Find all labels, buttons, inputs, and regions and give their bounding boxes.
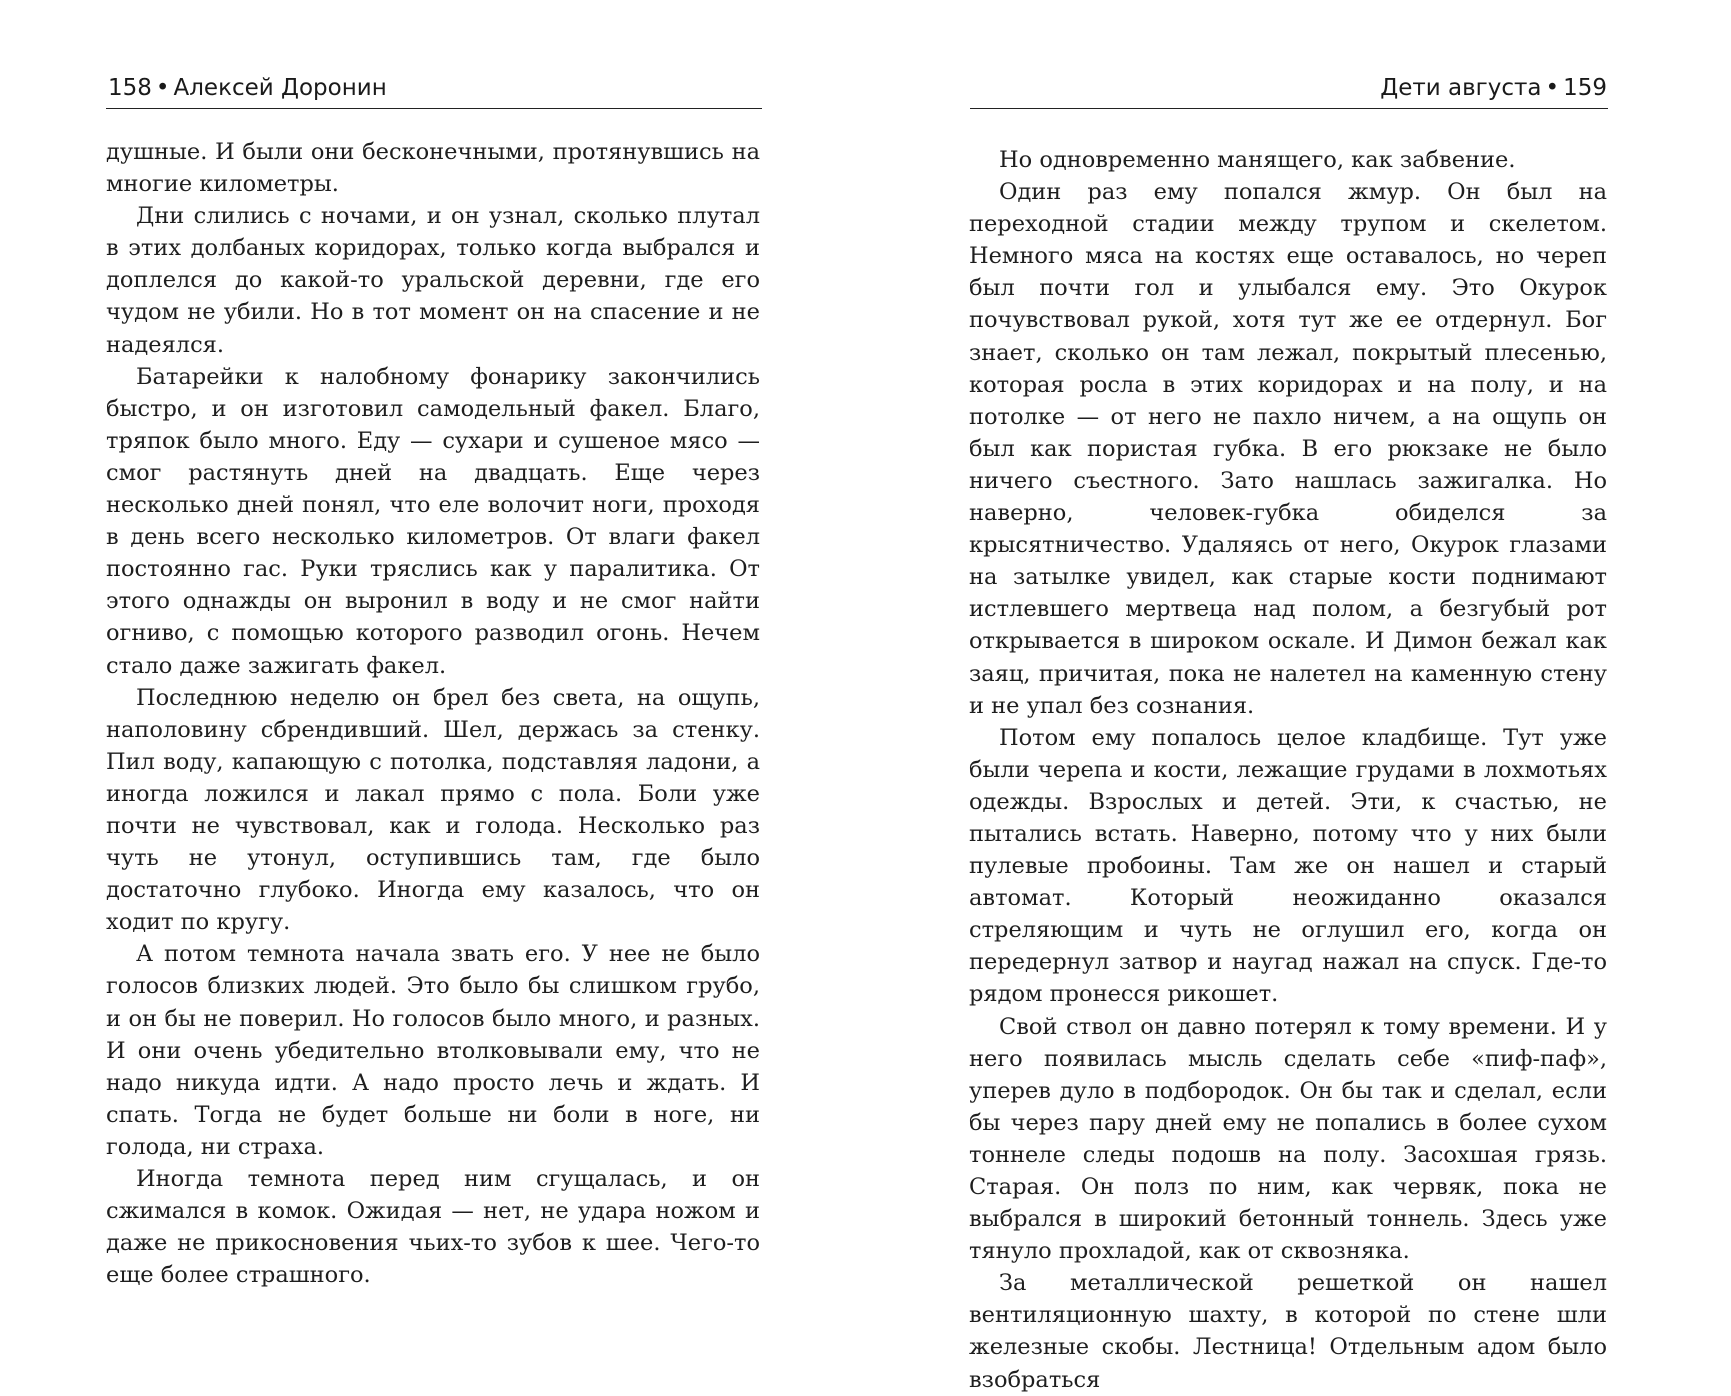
- right-text-block: [969, 144, 1607, 1396]
- left-paragraph-5: А потом темнота начала звать его. У нее не было голосов близких людей. Это было бы слишком грубо, и он бы не поверил. Но голосов было много, и разных. И они очень убедительно втолковывали ему, что не надо никуда идти. А надо просто лечь и ждать. И спать. Тогда не будет больше ни боли в ноге, ни голода, ни страха.: [106, 941, 760, 1160]
- left-text-block: [106, 136, 760, 1291]
- left-head-author: Алексей Доронин: [173, 75, 387, 101]
- left-paragraph-1: душные. И были они бесконечными, протянувшись на многие километры.: [106, 139, 760, 198]
- right-paragraph-2: Один раз ему попался жмур. Он был на переходной стадии между трупом и скелетом. Немного мяса на костях еще оставалось, но череп был почти гол и улыбался ему. Это Окурок почувствовал рукой, хотя тут же ее отдернул. Бог знает, сколько он там лежал, покрытый плесенью, которая росла в этих коридорах и на полу, и на потолке — от него не пахло ничем, а на ощупь он был как пористая губка. В его рюкзаке не было ничего съестного. Зато нашлась зажигалка. Но наверно, человек-губка обиделся за крысятничество. Удаляясь от него, Окурок глазами на затылке увидел, как старые кости поднимают истлевшего мертвеца над полом, а безгубый рот открывается в широком оскале. И Димон бежал как заяц, причитая, пока не налетел на каменную стену и не упал без сознания.: [969, 179, 1607, 719]
- left-page: [0, 0, 865, 1388]
- left-paragraph-3: Батарейки к налобному фонарику закончились быстро, и он изготовил самодельный факел. Благо, тряпок было много. Еду — сухари и сушеное мясо — смог растянуть дней на двадцать. Еще через несколько дней понял, что еле волочит ноги, проходя в день всего несколько километров. От влаги факел постоянно гас. Руки тряслись как у паралитика. От этого однажды он выронил в воду и не смог найти огниво, с помощью которого разводил огонь. Нечем стало даже зажигать факел.: [106, 363, 760, 679]
- right-head-separator: •: [1545, 75, 1560, 101]
- right-head-title: Дети августа: [1380, 75, 1542, 101]
- right-running-head: [1380, 73, 1607, 103]
- right-paragraph-5: За металлической решеткой он нашел вентиляционную шахту, в которой по стене шли железные скобы. Лестница! Отдельным адом было взобраться: [969, 1270, 1607, 1393]
- left-paragraph-2: Дни слились с ночами, и он узнал, сколько плутал в этих долбаных коридорах, только когда выбрался и доплелся до какой-то уральской деревни, где его чудом не убили. Но в тот момент он на спасение и не надеялся.: [106, 203, 760, 358]
- right-header-rule: [970, 108, 1608, 109]
- right-paragraph-3: Потом ему попалось целое кладбище. Тут уже были черепа и кости, лежащие грудами в лохмотьях одежды. Взрослых и детей. Эти, к счастью, не пытались встать. Наверно, потому что у них были пулевые пробоины. Там же он нашел и старый автомат. Который неожиданно оказался стреляющим и чуть не оглушил его, когда он передернул затвор и наугад нажал на спуск. Где-то рядом пронесся рикошет.: [969, 724, 1607, 1008]
- left-paragraph-4: Последнюю неделю он брел без света, на ощупь, наполовину сбрендивший. Шел, держась за стенку. Пил воду, капающую с потолка, подставляя ладони, а иногда ложился и лакал прямо с пола. Боли уже почти не чувствовал, как и голода. Несколько раз чуть не утонул, оступившись там, где было достаточно глубоко. Иногда ему казалось, что он ходит по кругу.: [106, 684, 760, 936]
- left-header-rule: [106, 108, 762, 109]
- left-paragraph-6: Иногда темнота перед ним сгущалась, и он сжимался в комок. Ожидая — нет, не удара ножом и даже не прикосновения чьих-то зубов к шее. Чего-то еще более страшного.: [106, 1166, 760, 1289]
- left-head-separator: •: [155, 75, 170, 101]
- right-page-number: 159: [1563, 75, 1607, 101]
- right-paragraph-4: Свой ствол он давно потерял к тому времени. И у него появилась мысль сделать себе «пиф-паф», уперев дуло в подбородок. Он бы так и сделал, если бы через пару дней ему не попались в более сухом тоннеле следы подошв на полу. Засохшая грязь. Старая. Он полз по ним, как червяк, пока не выбрался в широкий бетонный тоннель. Здесь уже тянуло прохладой, как от сквозняка.: [969, 1013, 1607, 1265]
- right-paragraph-1: Но одновременно манящего, как забвение.: [999, 147, 1516, 173]
- right-page: [865, 0, 1731, 1393]
- left-page-number: 158: [108, 75, 152, 101]
- left-running-head: [108, 73, 387, 103]
